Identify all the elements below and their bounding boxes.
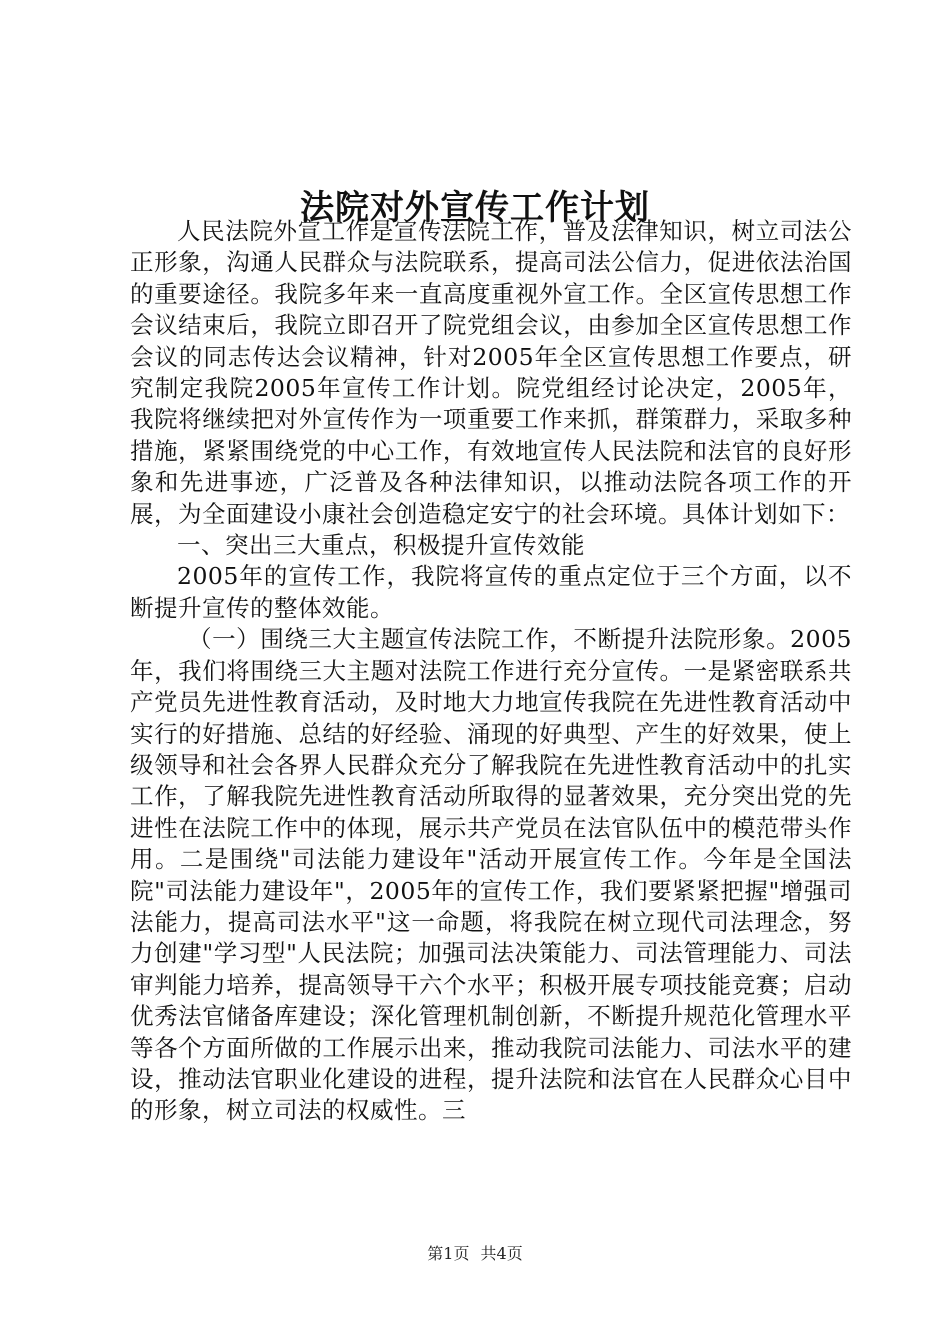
paragraph-intro: 人民法院外宣工作是宣传法院工作，普及法律知识，树立司法公正形象，沟通人民群众与法院联系，提高司法公信力，促进依法治国的重要途径。我院多年来一直高度重视外宣工作。全区宣传思想工作会议结束后，我院立即召开了院党组会议，由参加全区宣传思想工作会议的同志传达会议精神，针对2005年全区宣传思想工作要点，研究制定我院2005年宣传工作计划。院党组经讨论决定，2005年，我院将继续把对外宣传作为一项重要工作来抓，群策群力，采取多种措施，紧紧围绕党的中心工作，有效地宣传人民法院和法官的良好形象和先进事迹，广泛普及各种法律知识，以推动法院各项工作的开展，为全面建设小康社会创造稳定安宁的社会环境。具体计划如下： — [130, 217, 852, 528]
section-heading: 一、突出三大重点，积极提升宣传效能 — [177, 531, 585, 560]
paragraph-subsection-one: （一）围绕三大主题宣传法院工作，不断提升法院形象。2005年，我们将围绕三大主题对法院工作进行充分宣传。一是紧密联系共产党员先进性教育活动，及时地大力地宣传我院在先进性教育活动中实行的好措施、总结的好经验、涌现的好典型、产生的好效果，使上级领导和社会各界人民群众充分了解我院在先进性教育活动中的扎实工作，了解我院先进性教育活动所取得的显著效果，充分突出党的先进性在法院工作中的体现，展示共产党员在法官队伍中的模范带头作用。二是围绕"司法能力建设年"活动开展宣传工作。今年是全国法院"司法能力建设年"，2005年的宣传工作，我们要紧紧把握"增强司法能力，提高司法水平"这一命题，将我院在树立现代司法理念，努力创建"学习型"人民法院；加强司法决策能力、司法管理能力、司法审判能力培养，提高领导干六个水平；积极开展专项技能竞赛；启动优秀法官储备库建设；深化管理机制创新，不断提升规范化管理水平等各个方面所做的工作展示出来，推动我院司法能力、司法水平的建设，推动法官职业化建设的进程，提升法院和法官在人民群众心目中的形象，树立司法的权威性。三 — [130, 625, 852, 1125]
document-title: 法院对外宣传工作计划 — [300, 188, 650, 228]
document-body — [130, 216, 852, 1127]
page-total: 共4页 — [480, 1244, 523, 1263]
paragraph-section-intro: 2005年的宣传工作，我院将宣传的重点定位于三个方面，以不断提升宣传的整体效能。 — [130, 562, 852, 622]
page-footer — [0, 1244, 950, 1264]
page-number: 第1页 — [427, 1244, 470, 1263]
